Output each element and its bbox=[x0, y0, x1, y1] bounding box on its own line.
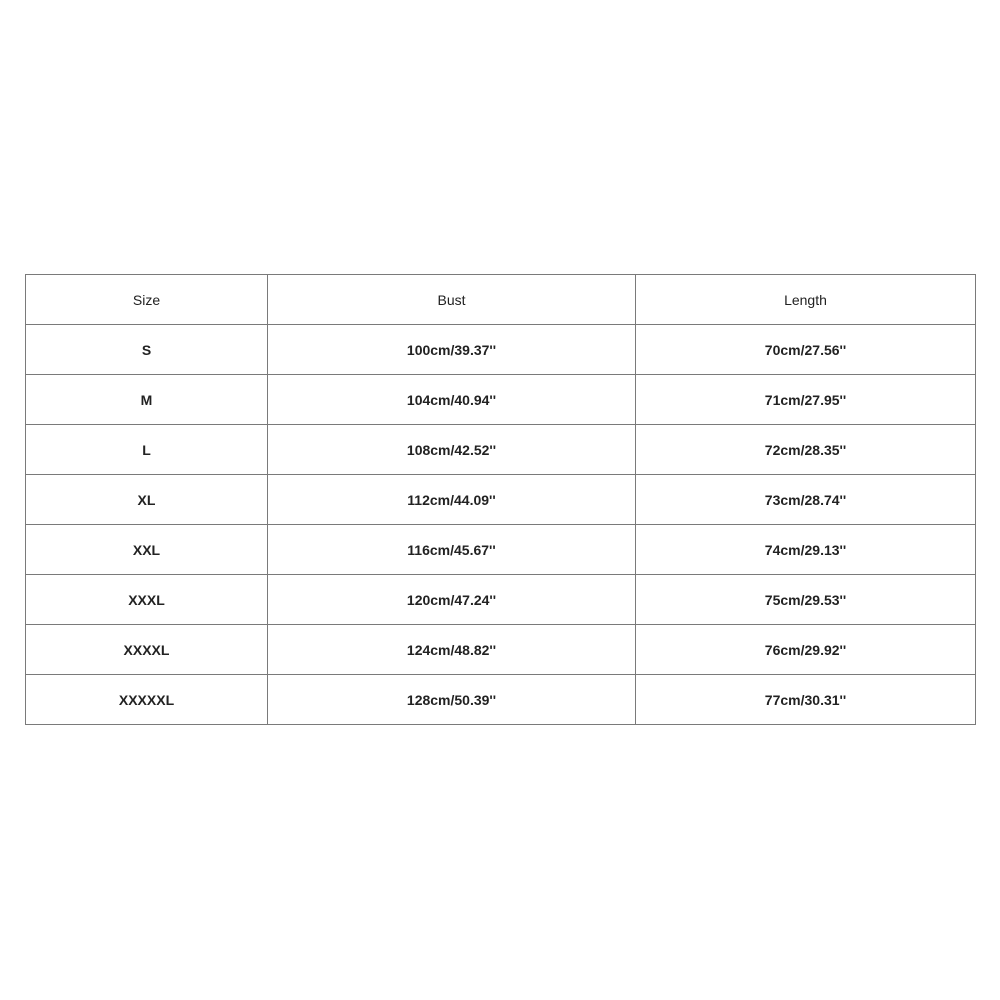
size-cell: XXXXL bbox=[26, 625, 268, 675]
header-bust: Bust bbox=[268, 275, 636, 325]
length-cell: 73cm/28.74'' bbox=[636, 475, 976, 525]
length-cell: 76cm/29.92'' bbox=[636, 625, 976, 675]
table-row bbox=[26, 525, 976, 575]
bust-cell: 116cm/45.67'' bbox=[268, 525, 636, 575]
table-row bbox=[26, 675, 976, 725]
bust-cell: 124cm/48.82'' bbox=[268, 625, 636, 675]
bust-cell: 112cm/44.09'' bbox=[268, 475, 636, 525]
length-cell: 70cm/27.56'' bbox=[636, 325, 976, 375]
table-row bbox=[26, 375, 976, 425]
length-cell: 75cm/29.53'' bbox=[636, 575, 976, 625]
bust-cell: 128cm/50.39'' bbox=[268, 675, 636, 725]
bust-cell: 100cm/39.37'' bbox=[268, 325, 636, 375]
table-row bbox=[26, 325, 976, 375]
bust-cell: 104cm/40.94'' bbox=[268, 375, 636, 425]
length-cell: 71cm/27.95'' bbox=[636, 375, 976, 425]
length-cell: 74cm/29.13'' bbox=[636, 525, 976, 575]
size-cell: XL bbox=[26, 475, 268, 525]
table-row bbox=[26, 475, 976, 525]
bust-cell: 120cm/47.24'' bbox=[268, 575, 636, 625]
size-cell: S bbox=[26, 325, 268, 375]
header-row bbox=[26, 275, 976, 325]
length-cell: 72cm/28.35'' bbox=[636, 425, 976, 475]
table-row bbox=[26, 575, 976, 625]
size-chart-body bbox=[26, 325, 976, 725]
table-row bbox=[26, 425, 976, 475]
size-cell: XXXXXL bbox=[26, 675, 268, 725]
table-row bbox=[26, 625, 976, 675]
header-length: Length bbox=[636, 275, 976, 325]
header-size: Size bbox=[26, 275, 268, 325]
size-chart-header bbox=[26, 275, 976, 325]
size-cell: XXL bbox=[26, 525, 268, 575]
length-cell: 77cm/30.31'' bbox=[636, 675, 976, 725]
size-cell: XXXL bbox=[26, 575, 268, 625]
size-chart-table bbox=[25, 274, 976, 725]
size-cell: M bbox=[26, 375, 268, 425]
size-cell: L bbox=[26, 425, 268, 475]
bust-cell: 108cm/42.52'' bbox=[268, 425, 636, 475]
